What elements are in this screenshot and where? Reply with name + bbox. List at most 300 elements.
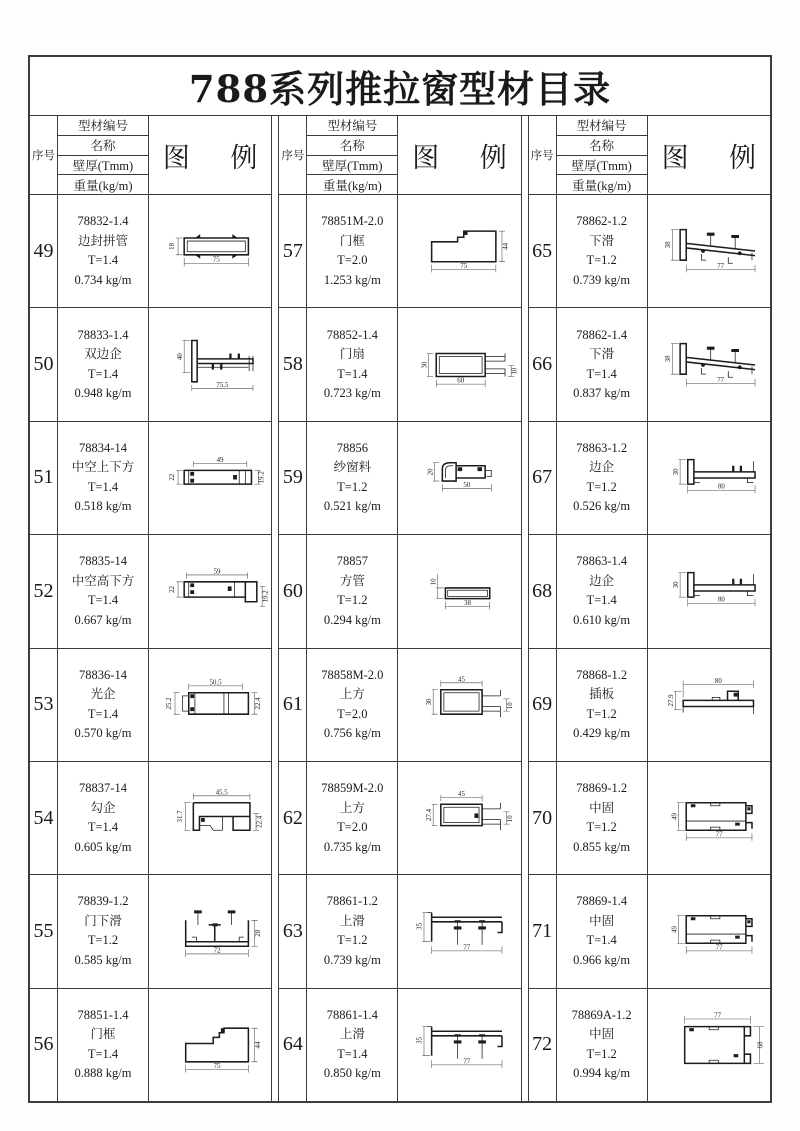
profile-diagram [149,875,271,987]
profile-diagram [648,422,770,534]
serial-cell: 68 [529,535,557,647]
spec-weight: 0.585 kg/m [74,952,132,967]
dim-label: 50 [463,482,471,490]
spec-header-weight: 重量(kg/m) [572,178,632,193]
dim-label: 80 [717,597,725,605]
spec-thickness: T=1.4 [87,820,119,835]
serial-cell: 65 [529,195,557,307]
table-row [529,195,770,308]
spec-name: 上方 [339,800,365,815]
serial-cell: 51 [30,422,58,534]
spec-cell [307,875,398,987]
table-header [279,116,520,195]
spec-name: 光企 [90,687,116,702]
spec-thickness: T=1.2 [337,933,368,948]
spec-weight: 0.735 kg/m [323,839,381,854]
catalog-sheet [28,55,772,1103]
serial-cell: 52 [30,535,58,647]
dim-label: 77 [716,263,724,271]
table-row [279,308,520,421]
spec-name: 门扇 [339,347,365,362]
spec-header-weight: 重量(kg/m) [322,178,382,193]
serial-cell: 71 [529,875,557,987]
spec-cell [307,535,398,647]
spec-weight: 0.521 kg/m [323,499,381,514]
dim-label: 75 [212,256,220,264]
profile-cross-section [648,200,770,302]
spec-code: 78868-1.2 [576,667,628,682]
spec-name: 下滑 [589,347,615,362]
serial-cell: 61 [279,649,307,761]
table-row [30,422,271,535]
spec-header-code: 型材编号 [557,116,647,136]
spec-cell [557,422,648,534]
dim-label: 77 [463,944,471,952]
profile-cross-section [149,427,271,529]
table-row [279,422,520,535]
column-group-3 [529,116,770,1101]
spec-header-name: 名称 [557,136,647,156]
dim-label: 80 [717,483,725,491]
spec-code: 78869-1.4 [576,894,628,909]
dim-label: 22.4 [256,815,264,828]
spec-cell [557,195,648,307]
dim-label: 38 [664,241,672,249]
spec-thickness: T=1.2 [87,933,119,948]
spec-weight: 0.605 kg/m [74,839,132,854]
dim-label: 31.7 [176,810,184,823]
table-header [529,116,770,195]
table-row [529,762,770,875]
serial-header: 序号 [279,116,307,194]
spec-weight: 0.526 kg/m [573,499,631,514]
spec-cell [307,195,398,307]
dim-label: 22 [169,586,177,594]
profile-diagram [648,762,770,874]
dim-label: 27.9 [667,694,675,707]
diagram-header: 图 例 [412,142,507,173]
dim-label: 10 [430,578,438,586]
spec-code: 78856 [336,440,368,455]
serial-header: 序号 [529,116,557,194]
profile-diagram [149,649,271,761]
spec-code: 78833-1.4 [77,327,129,342]
dim-label: 35 [417,1036,425,1044]
table-header [30,116,271,195]
serial-cell: 59 [279,422,307,534]
serial-cell: 69 [529,649,557,761]
dim-label: 30 [421,361,429,368]
dim-label: 45 [458,675,466,683]
spec-thickness: T=2.0 [337,253,368,268]
table-row [529,308,770,421]
table-row [529,422,770,535]
profile-diagram [648,308,770,420]
table-row [529,535,770,648]
dim-label: 75 [460,263,468,271]
spec-code: 78869A-1.2 [571,1007,632,1022]
dim-label: 49 [216,456,224,464]
spec-header-name: 名称 [58,136,148,156]
dim-label: 27.4 [426,808,434,822]
profile-cross-section [398,540,520,642]
profile-diagram [149,422,271,534]
dim-label: 77 [715,944,723,952]
spec-header-name: 名称 [307,136,397,156]
spec-name: 中固 [589,800,615,815]
spec-cell [307,308,398,420]
profile-cross-section [398,767,520,869]
table-row [30,762,271,875]
spec-weight: 0.723 kg/m [323,386,381,401]
profile-cross-section [648,427,770,529]
profile-diagram [648,535,770,647]
dim-label: 75 [213,1062,221,1070]
profile-cross-section [648,314,770,416]
spec-cell [58,762,149,874]
serial-cell: 53 [30,649,58,761]
serial-cell: 64 [279,989,307,1101]
spec-name: 上方 [339,687,365,702]
dim-label: 30 [672,581,680,589]
spec-cell [557,308,648,420]
spec-cell [58,649,149,761]
spec-code: 78834-14 [79,440,127,455]
serial-cell: 49 [30,195,58,307]
table-row [279,989,520,1101]
spec-name: 边企 [589,573,615,588]
dim-label: 28 [254,930,262,938]
spec-cell [557,762,648,874]
dim-label: 30 [672,468,680,476]
group-separator [521,116,529,1101]
spec-name: 下滑 [589,233,615,248]
dim-label: 38 [464,600,472,608]
serial-cell: 60 [279,535,307,647]
profile-cross-section [398,994,520,1096]
spec-thickness: T=1.4 [87,479,119,494]
table-row [529,649,770,762]
spec-code: 78851M-2.0 [321,214,384,229]
spec-weight: 0.994 kg/m [573,1066,631,1081]
spec-code: 78862-1.2 [576,214,628,229]
spec-code: 78839-1.2 [77,894,129,909]
profile-diagram [648,649,770,761]
profile-cross-section [648,767,770,869]
spec-code: 78837-14 [79,781,127,796]
dim-label: 10 [507,815,515,823]
spec-name: 双边企 [84,347,122,362]
profile-cross-section [648,654,770,756]
spec-name: 中空上下方 [71,460,135,475]
dim-label: 18 [169,243,177,251]
profile-cross-section [398,427,520,529]
spec-cell [557,535,648,647]
dim-label: 50.5 [209,679,222,687]
dim-label: 10 [507,702,515,709]
profile-cross-section [149,654,271,756]
spec-thickness: T=1.4 [87,706,119,721]
spec-cell [557,875,648,987]
profile-cross-section [398,314,520,416]
spec-code: 78862-1.4 [576,327,628,342]
table-row [279,535,520,648]
profile-diagram [648,989,770,1101]
spec-cell [58,535,149,647]
spec-weight: 0.888 kg/m [74,1066,132,1081]
dim-label: 19.2 [262,590,270,603]
serial-header: 序号 [30,116,58,194]
spec-name: 门框 [90,1027,116,1042]
spec-thickness: T=1.2 [586,820,617,835]
dim-label: 59 [213,568,221,576]
spec-thickness: T=1.2 [586,1046,617,1061]
profile-diagram [648,195,770,307]
spec-code: 78863-1.2 [576,440,628,455]
dim-label: 80 [714,677,722,685]
spec-code: 78851-1.4 [77,1007,129,1022]
spec-weight: 0.850 kg/m [323,1066,381,1081]
dim-label: 45 [458,790,466,798]
spec-name: 上滑 [339,1027,365,1042]
spec-name: 勾企 [90,800,116,815]
spec-name: 上滑 [339,913,365,928]
serial-cell: 57 [279,195,307,307]
spec-weight: 0.739 kg/m [573,272,631,287]
spec-cell [307,649,398,761]
spec-header [58,116,149,194]
spec-weight: 0.966 kg/m [573,952,631,967]
spec-code: 78857 [336,554,368,569]
spec-cell [58,308,149,420]
profile-cross-section [149,200,271,302]
table-row [279,195,520,308]
profile-cross-section [398,880,520,982]
profile-cross-section [149,994,271,1096]
table-row [30,195,271,308]
profile-diagram [398,762,520,874]
spec-cell [58,422,149,534]
spec-weight: 0.518 kg/m [74,499,132,514]
serial-cell: 50 [30,308,58,420]
diagram-header: 图 例 [162,142,258,173]
spec-thickness: T=1.4 [586,933,617,948]
profile-diagram [398,308,520,420]
spec-code: 78863-1.4 [576,554,628,569]
spec-thickness: T=1.2 [586,706,617,721]
dim-label: 72 [213,947,221,955]
serial-cell: 63 [279,875,307,987]
profile-diagram [149,762,271,874]
spec-thickness: T=1.2 [337,593,368,608]
spec-thickness: T=1.2 [337,479,368,494]
table-row [30,989,271,1101]
table-row [529,989,770,1101]
spec-weight: 0.667 kg/m [74,612,132,627]
spec-weight: 1.253 kg/m [323,272,381,287]
table-row [30,875,271,988]
dim-label: 22 [169,473,177,481]
serial-cell: 62 [279,762,307,874]
dim-label: 30 [426,698,434,706]
profile-diagram [149,308,271,420]
page-title: 788系列推拉窗型材目录 [30,57,770,116]
spec-cell [307,762,398,874]
dim-label: 20 [427,468,435,476]
spec-code: 78869-1.2 [576,781,628,796]
spec-cell [557,649,648,761]
table-row [529,875,770,988]
spec-thickness: T=1.4 [337,366,368,381]
profile-cross-section [398,200,520,302]
spec-cell [58,875,149,987]
spec-code: 78836-14 [79,667,127,682]
spec-name: 中固 [589,913,615,928]
spec-header-weight: 重量(kg/m) [73,178,133,193]
spec-cell [58,195,149,307]
spec-header-thickness: 壁厚(Tmm) [307,156,397,176]
spec-thickness: T=1.2 [586,253,617,268]
spec-cell [307,989,398,1101]
dim-label: 77 [713,1012,721,1020]
dim-label: 75.5 [216,381,229,389]
spec-weight: 0.570 kg/m [74,726,132,741]
dim-label: 44 [254,1041,262,1049]
profile-cross-section [648,994,770,1096]
spec-weight: 0.734 kg/m [74,272,132,287]
diagram-header: 图 例 [661,142,757,173]
spec-code: 78852-1.4 [326,327,378,342]
profile-diagram [398,875,520,987]
profile-cross-section [648,540,770,642]
serial-cell: 70 [529,762,557,874]
spec-name: 中固 [589,1027,615,1042]
profile-diagram [398,989,520,1101]
serial-cell: 66 [529,308,557,420]
dim-label: 49 [670,813,678,820]
spec-thickness: T=1.4 [87,253,119,268]
spec-name: 门框 [339,233,365,248]
profile-diagram [398,195,520,307]
dim-label: 38 [664,355,672,362]
spec-thickness: T=1.4 [87,1046,119,1061]
spec-thickness: T=1.4 [337,1046,368,1061]
spec-cell [307,422,398,534]
dim-label: 10 [511,367,519,375]
spec-weight: 0.294 kg/m [323,612,381,627]
dim-label: 77 [463,1058,471,1066]
spec-name: 插板 [589,687,615,702]
spec-thickness: T=1.4 [87,593,119,608]
spec-code: 78861-1.4 [326,1007,378,1022]
dim-label: 49 [670,926,678,934]
spec-header [307,116,398,194]
profile-cross-section [648,880,770,982]
profile-diagram [149,195,271,307]
group-separator [271,116,279,1101]
spec-thickness: T=2.0 [337,706,368,721]
spec-code: 78835-14 [79,554,127,569]
dim-label: 22.4 [254,697,262,710]
spec-header-thickness: 壁厚(Tmm) [58,156,148,176]
table-row [279,649,520,762]
spec-name: 方管 [339,573,365,588]
table-row [30,308,271,421]
catalog-table [30,116,770,1101]
column-group-1 [30,116,271,1101]
spec-thickness: T=2.0 [337,820,368,835]
dim-label: 77 [715,831,723,839]
serial-cell: 72 [529,989,557,1101]
serial-cell: 56 [30,989,58,1101]
dim-label: 44 [502,243,510,251]
spec-name: 门下滑 [84,913,122,928]
dim-label: 77 [716,376,724,384]
spec-thickness: T=1.4 [87,366,119,381]
spec-cell [557,989,648,1101]
serial-cell: 58 [279,308,307,420]
table-row [30,535,271,648]
spec-thickness: T=1.4 [586,366,617,381]
spec-weight: 0.429 kg/m [573,726,631,741]
serial-cell: 67 [529,422,557,534]
spec-name: 边封拼管 [77,233,128,248]
spec-thickness: T=1.4 [586,593,617,608]
spec-header [557,116,648,194]
profile-diagram [149,989,271,1101]
dim-label: 45.5 [215,789,228,797]
spec-name: 边企 [589,460,615,475]
profile-diagram [398,422,520,534]
profile-diagram [398,535,520,647]
profile-cross-section [149,880,271,982]
table-row [279,875,520,988]
profile-cross-section [149,314,271,416]
spec-code: 78858M-2.0 [321,667,384,682]
spec-weight: 0.855 kg/m [573,839,631,854]
serial-cell: 54 [30,762,58,874]
profile-cross-section [398,654,520,756]
profile-diagram [648,875,770,987]
spec-name: 纱窗料 [333,460,372,475]
profile-diagram [149,535,271,647]
spec-thickness: T=1.2 [586,479,617,494]
spec-cell [58,989,149,1101]
spec-header-thickness: 壁厚(Tmm) [557,156,647,176]
dim-label: 25.2 [166,697,174,710]
spec-weight: 0.610 kg/m [573,612,631,627]
dim-label: 60 [457,377,465,385]
dim-label: 68 [757,1041,765,1049]
spec-code: 78832-1.4 [77,214,129,229]
spec-weight: 0.837 kg/m [573,386,631,401]
dim-label: 35 [417,923,425,931]
spec-weight: 0.739 kg/m [323,952,381,967]
profile-diagram [398,649,520,761]
spec-weight: 0.948 kg/m [74,386,132,401]
spec-name: 中空高下方 [71,573,135,588]
table-row [30,649,271,762]
profile-cross-section [149,767,271,869]
serial-cell: 55 [30,875,58,987]
spec-weight: 0.756 kg/m [323,726,381,741]
column-group-2 [279,116,520,1101]
profile-cross-section [149,540,271,642]
dim-label: 40 [176,352,184,360]
table-row [279,762,520,875]
dim-label: 19.2 [258,471,266,484]
spec-code: 78859M-2.0 [321,781,384,796]
